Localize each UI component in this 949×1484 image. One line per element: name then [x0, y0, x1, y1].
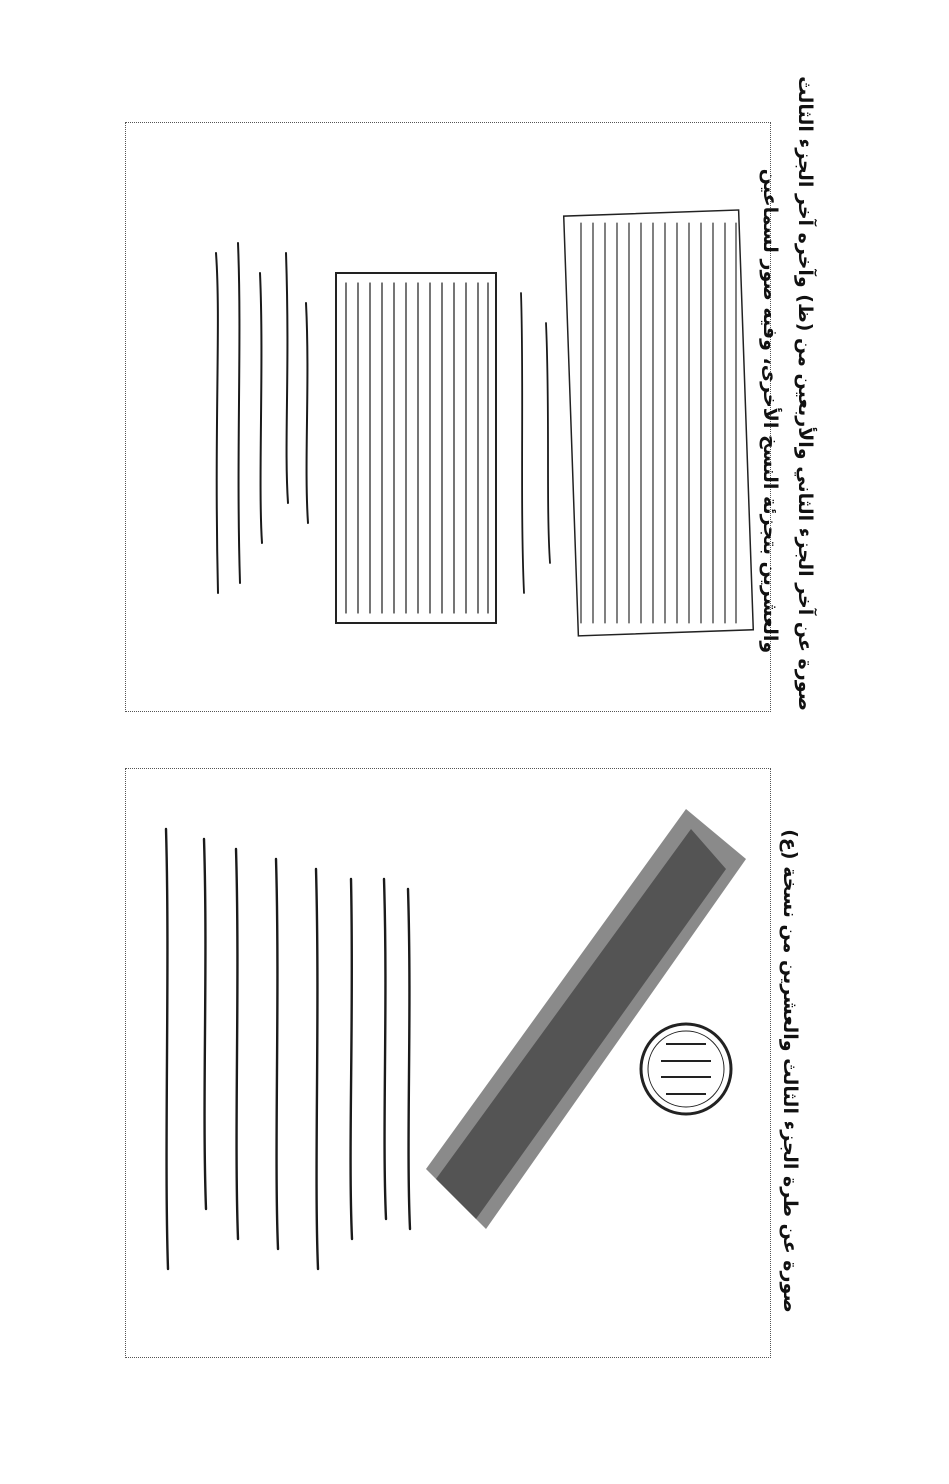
manuscript-page-icon [126, 123, 770, 711]
caption-top-line2: والعشرين بتجزئة النسخ الأخرى، وفيه صور لسماعين [759, 168, 781, 654]
caption-bottom: صورة عن طرة الجزء الثالث والعشرين من نسخة (ع) [779, 829, 801, 1313]
manuscript-title-page-icon [126, 769, 770, 1357]
ownership-seal-icon [641, 1024, 731, 1114]
manuscript-image-top [125, 122, 771, 712]
caption-top-line1: صورة عن آخر الجزء الثاني والأربعين من (ظ) وآخره آخر الجزء الثالث [794, 76, 816, 711]
manuscript-image-bottom [125, 768, 771, 1358]
